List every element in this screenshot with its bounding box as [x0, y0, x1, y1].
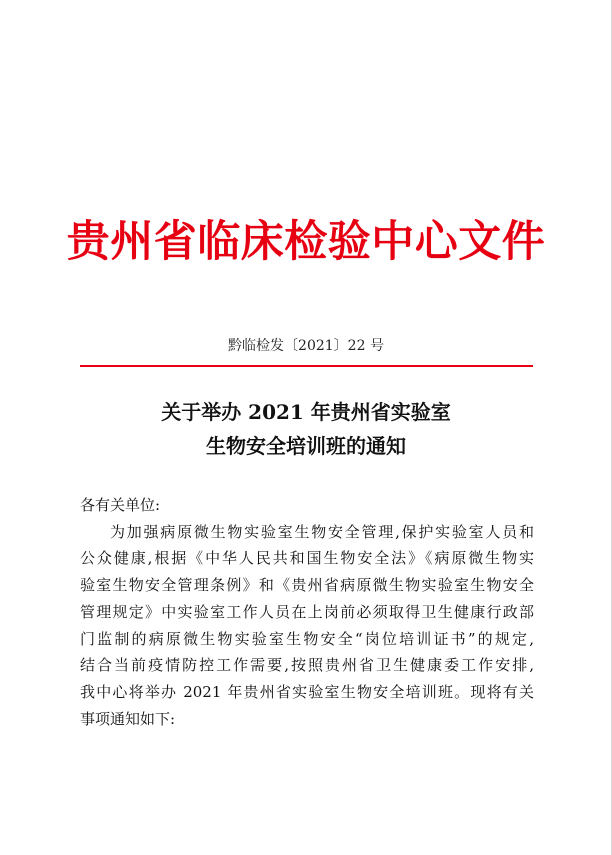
document-header-title: 贵州省临床检验中心文件 [66, 217, 546, 267]
body-line: 我中心将举办 2021 年贵州省实验室生物安全培训班。现将有关 [80, 682, 534, 701]
notice-title [0, 395, 612, 463]
salutation: 各有关单位: [80, 496, 161, 514]
notice-title-line-1: 关于举办 2021 年贵州省实验室 [161, 400, 451, 424]
body-line: 公众健康,根据《中华人民共和国生物安全法》《病原微生物实 [80, 549, 534, 568]
document-number: 黔临检发〔2021〕22 号 [228, 338, 384, 354]
body-line: 验室生物安全管理条例》和《贵州省病原微生物实验室生物安全 [80, 576, 534, 595]
body-line: 门监制的病原微生物实验室生物安全“岗位培训证书”的规定, [80, 629, 534, 648]
notice-body [80, 492, 534, 732]
body-line: 结合当前疫情防控工作需要,按照贵州省卫生健康委工作安排, [80, 656, 534, 675]
body-line: 事项通知如下: [80, 709, 176, 728]
body-line: 为加强病原微生物实验室生物安全管理,保护实验室人员和 [110, 522, 534, 541]
body-line: 管理规定》中实验室工作人员在上岗前必须取得卫生健康行政部 [80, 602, 534, 621]
notice-title-line-2: 生物安全培训班的通知 [206, 434, 406, 458]
red-divider-line [80, 365, 533, 367]
